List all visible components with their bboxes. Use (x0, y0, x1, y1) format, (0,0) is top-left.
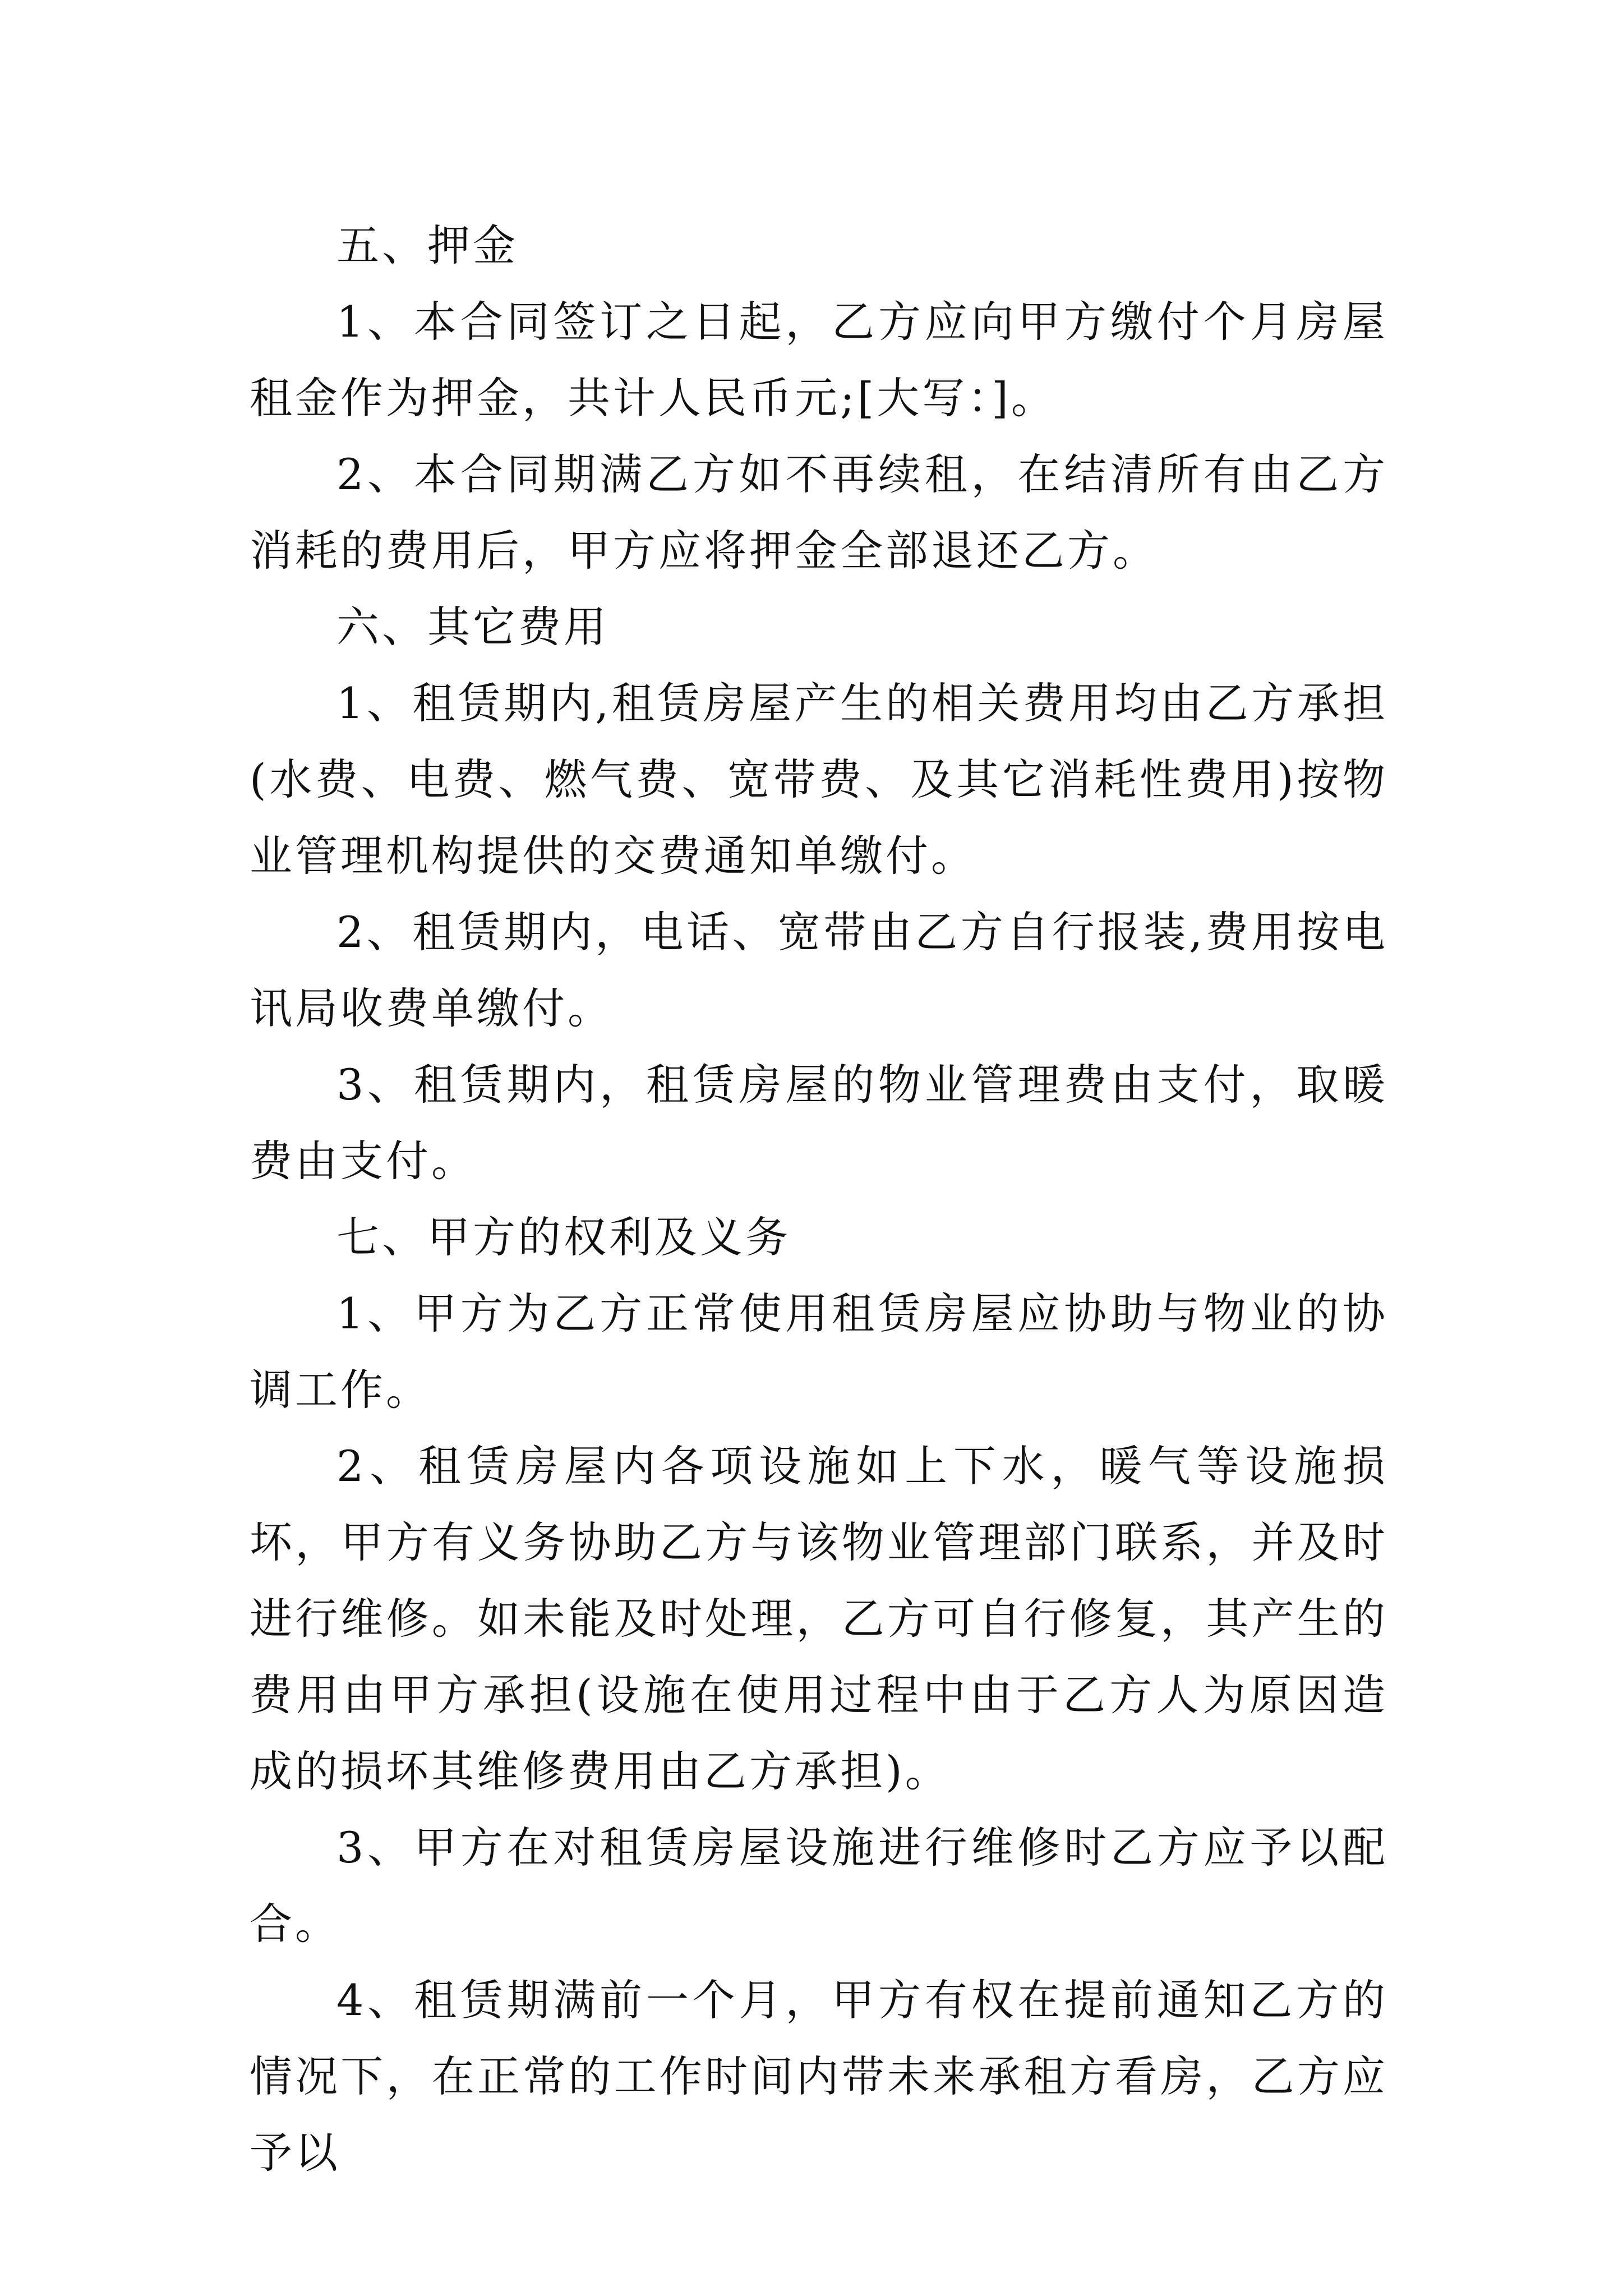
document-body (250, 208, 1388, 2191)
paragraph-rights-4: 4、租赁期满前一个月，甲方有权在提前通知乙方的情况下，在正常的工作时间内带未来承租方看房，乙方应予以 (250, 1975, 1388, 2178)
paragraph-rights-1: 1、甲方为乙方正常使用租赁房屋应协助与物业的协调工作。 (250, 1289, 1388, 1415)
heading-other-fees: 六、其它费用 (336, 602, 609, 652)
heading-deposit: 五、押金 (336, 220, 518, 270)
paragraph-fees-1: 1、租赁期内,租赁房屋产生的相关费用均由乙方承担(水费、电费、燃气费、宽带费、及其它消耗性费用)按物业管理机构提供的交费通知单缴付。 (250, 678, 1388, 881)
paragraph-fees-3: 3、租赁期内，租赁房屋的物业管理费由支付，取暖费由支付。 (250, 1060, 1388, 1186)
paragraph-rights-3: 3、甲方在对租赁房屋设施进行维修时乙方应予以配合。 (250, 1823, 1388, 1949)
heading-party-a-rights: 七、甲方的权利及义务 (336, 1212, 791, 1262)
paragraph-rights-2: 2、租赁房屋内各项设施如上下水，暖气等设施损坏，甲方有义务协助乙方与该物业管理部门联系，并及时进行维修。如未能及时处理，乙方可自行修复，其产生的费用由甲方承担(设施在使用过程中由于乙方人为原因造成的损坏其维修费用由乙方承担)。 (250, 1441, 1388, 1796)
paragraph-deposit-1: 1、本合同签订之日起，乙方应向甲方缴付个月房屋租金作为押金，共计人民币元;[大写：]。 (250, 297, 1388, 423)
paragraph-deposit-2: 2、本合同期满乙方如不再续租，在结清所有由乙方消耗的费用后，甲方应将押金全部退还乙方。 (250, 449, 1388, 576)
paragraph-fees-2: 2、租赁期内，电话、宽带由乙方自行报装,费用按电讯局收费单缴付。 (250, 907, 1388, 1033)
